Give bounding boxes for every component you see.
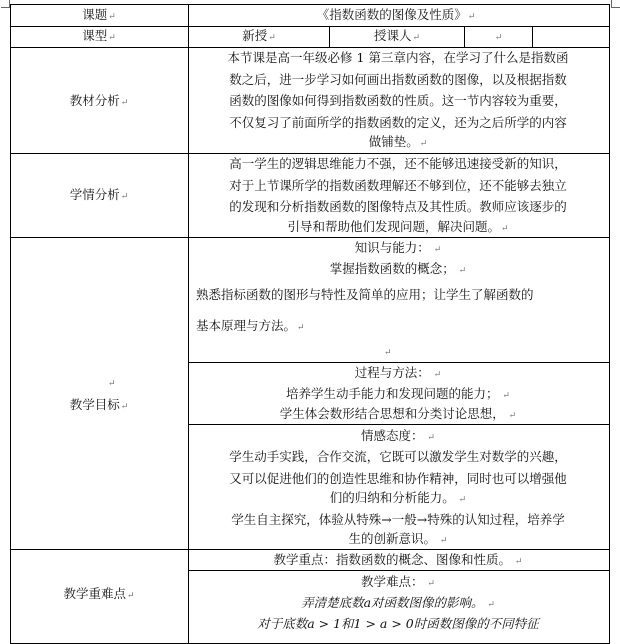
teaching-goals-label: 教学目标↵ [69,397,129,412]
text-line: 做铺垫。↵ [368,134,428,149]
text-line: 熟悉指标函数的图形与特性及简单的应用；让学生了解函数的 [196,287,534,302]
key-difficult-label: 教学重难点↵ [63,586,135,601]
text-line: 高一学生的逻辑思维能力不强，还不能够迅速接受新的知识， [229,156,567,171]
text-line: 培养学生动手能力和发现问题的能力； ↵ [286,386,510,401]
page-corner-mark-left [1,0,10,8]
teacher-label: 授课人↵ [373,28,421,43]
teacher-value[interactable]: ↵ [494,33,503,43]
paragraph-mark: ↵ [108,379,116,389]
attitude-title: 情感态度： ↵ [361,428,435,443]
table-rule [464,26,465,47]
text-line: 函数的图像如何得到指数函数的性质。这一节内容较为重要， [229,93,567,108]
process-title: 过程与方法： ↵ [354,365,442,380]
text-line: 对于底数a > 1和1 > a > 0时函数图像的不同特征 [257,616,539,631]
text-line: 们的归纳和分析能力。 ↵ [329,490,467,505]
table-rule [188,4,189,644]
table-border-left [10,4,11,644]
text-line: 学生自主探究，体验从特殊→一般→特殊的认知过程，培养学 [231,512,565,527]
table-border-right [609,4,610,644]
text-line: 掌握指数函数的概念； ↵ [329,261,467,276]
type-value: 新授↵ [242,28,276,43]
paragraph-mark: ↵ [384,348,392,358]
text-line: 本节课是高一年级必修 1 第三章内容，在学习了什么是指数函 [227,50,569,65]
student-analysis-label: 学情分析↵ [69,187,129,202]
knowledge-title: 知识与能力： ↵ [354,240,442,255]
material-analysis-label: 教材分析↵ [69,93,129,108]
page-corner-mark-right [611,0,620,8]
text-line: 数之后，进一步学习如何画出指数函数的图像，以及根据指数 [229,72,567,87]
text-line: 基本原理与方法。↵ [196,318,305,333]
table-rule [532,26,533,47]
text-line: 又可以促进他们的创造性思维和协作精神，同时也可以增强他 [229,471,567,486]
difficulty-title: 教学难点： ↵ [361,574,435,589]
text-line: 的发现和分析指数函数的图像特点及其性质。教师应该逐步的 [229,199,567,214]
table-rule [329,26,330,47]
text-line: 学生体会数形结合思想和分类讨论思想， ↵ [279,406,517,421]
text-line: 学生动手实践，合作交流，它既可以激发学生对数学的兴趣， [229,449,567,464]
topic-value: 《指数函数的图像及性质》↵ [316,7,476,22]
text-line: 生的创新意识。 ↵ [348,531,448,546]
key-point: 教学重点：指数函数的概念、图像和性质。 ↵ [273,552,523,567]
topic-label: 课题↵ [82,7,116,22]
type-label: 课型↵ [82,28,116,43]
text-line: 引导和帮助他们发现问题，解决问题。↵ [287,219,509,234]
text-line: 弄清楚底数a对函数图像的影响。 ↵ [301,595,495,610]
text-line: 不仅复习了前面所学的指数函数的定义，还为之后所学的内容 [229,115,567,130]
text-line: 对于上节课所学的指数函数理解还不够到位，还不能够去独立 [229,178,567,193]
